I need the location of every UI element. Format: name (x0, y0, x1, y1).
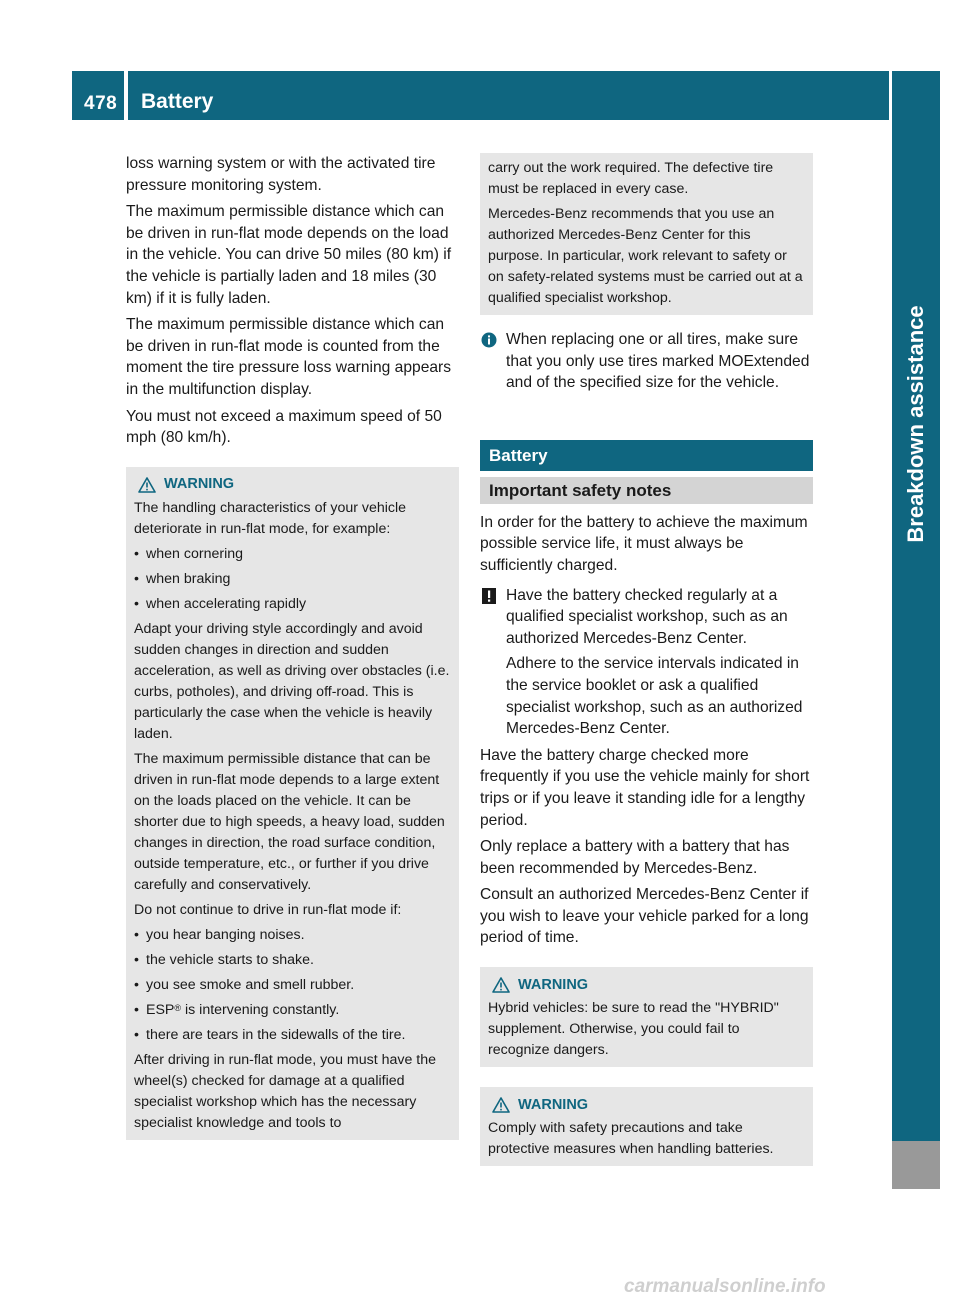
warning-box-continued (480, 153, 813, 315)
caution-note (480, 585, 813, 740)
list-item: • when cornering (134, 545, 244, 562)
warning-triangle-icon (138, 477, 156, 493)
warning-text: After driving in run-flat mode, you must have the wheel(s) checked for damage at a qualified specialist workshop which has the necessary specialist knowledge and tools to (134, 1051, 437, 1131)
list-item: • when accelerating rapidly (134, 595, 307, 612)
warning-heading (488, 974, 805, 996)
warning-text: The handling characteristics of your vehicle deteriorate in run-flat mode, for example: (134, 499, 407, 537)
warning-triangle-icon (492, 977, 510, 993)
warning-heading (134, 474, 451, 496)
warning-text: Comply with safety precautions and take protective measures when handling batteries. (488, 1120, 774, 1158)
left-column (126, 153, 459, 1140)
paragraph: Have the battery charge checked more frequently if you use the vehicle mainly for short trips or if you leave it standing idle for a lengthy period. (480, 746, 810, 829)
section-heading: Battery (480, 440, 813, 471)
info-text: When replacing one or all tires, make sure that you only use tires marked MOExtended and of the specified size for the vehicle. (506, 331, 810, 392)
warning-label: WARNING (164, 476, 235, 493)
warning-box (126, 467, 459, 1140)
paragraph: Consult an authorized Mercedes-Benz Center if you wish to leave your vehicle parked for a long period of time. (480, 886, 809, 947)
warning-box (480, 1087, 813, 1166)
warning-text: Hybrid vehicles: be sure to read the "HYBRID" supplement. Otherwise, you could fail to recognize dangers. (488, 1000, 779, 1059)
list-item: • you see smoke and smell rubber. (134, 976, 355, 993)
warning-heading (488, 1094, 805, 1116)
side-tab-bar (892, 71, 940, 1141)
subsection-heading: Important safety notes (480, 477, 813, 504)
caution-text: Have the battery checked regularly at a qualified specialist workshop, such as an authorized Mercedes-Benz Center. (506, 586, 788, 647)
warning-text: carry out the work required. The defective tire must be replaced in every case. (488, 160, 774, 197)
page-title: Battery (141, 90, 214, 113)
warning-label: WARNING (518, 1096, 589, 1113)
page-number: 478 (84, 93, 118, 114)
list-item: • you hear banging noises. (134, 926, 305, 943)
warning-triangle-icon (492, 1097, 510, 1113)
exclamation-icon (480, 587, 498, 605)
info-icon (480, 331, 498, 349)
header-divider (124, 71, 128, 120)
warning-text: Do not continue to drive in run-flat mode if: (134, 901, 402, 918)
side-tab-end (892, 1141, 940, 1189)
paragraph: The maximum permissible distance which can be driven in run-flat mode is counted from the moment the tire pressure loss warning appears in the multifunction display. (126, 316, 452, 398)
warning-text: Mercedes-Benz recommends that you use an authorized Mercedes-Benz Center for this purpose. In particular, work relevant to safety or on safety-related systems must be carried out at a qualified specialist workshop. (488, 206, 803, 306)
paragraph: Only replace a battery with a battery that has been recommended by Mercedes-Benz. (480, 838, 790, 877)
caution-text: Adhere to the service intervals indicated in the service booklet or ask a qualified specialist workshop, such as an authorized Mercedes-Benz Center. (506, 655, 803, 738)
paragraph: The maximum permissible distance which can be driven in run-flat mode depends on the load in the vehicle. You can drive 50 miles (80 km) if the vehicle is partially laden and 18 miles (30 km) if it is fully laden. (126, 203, 452, 307)
paragraph: loss warning system or with the activated tire pressure monitoring system. (126, 155, 436, 194)
list-item: • when braking (134, 570, 231, 587)
info-note (480, 329, 813, 394)
right-column (480, 153, 813, 1166)
watermark: carmanualsonline.info (624, 1276, 826, 1297)
warning-label: WARNING (518, 976, 589, 993)
paragraph: You must not exceed a maximum speed of 50 mph (80 km/h). (126, 407, 442, 447)
paragraph: In order for the battery to achieve the maximum possible service life, it must always be sufficiently charged. (480, 513, 808, 574)
warning-text: Adapt your driving style accordingly and avoid sudden changes in direction and sudden acceleration, as well as driving over obstacles (i.e. curbs, potholes), and driving off-road. This is particularly the case when the vehicle is heavily laden. (134, 620, 450, 742)
list-item: • the vehicle starts to shake. (134, 951, 314, 968)
warning-text: The maximum permissible distance that can be driven in run-flat mode depends to a large extent on the loads placed on the vehicle. It can be shorter due to high speeds, a heavy load, sudden changes in direction, the road surface condition, outside temperature, etc., or further if you drive carefully and conservatively. (134, 750, 445, 893)
chapter-label: Breakdown assistance (903, 305, 928, 543)
list-item: • there are tears in the sidewalls of the tire. (134, 1026, 406, 1043)
list-item: • ESP® is intervening constantly. (134, 1001, 340, 1018)
warning-box (480, 967, 813, 1067)
